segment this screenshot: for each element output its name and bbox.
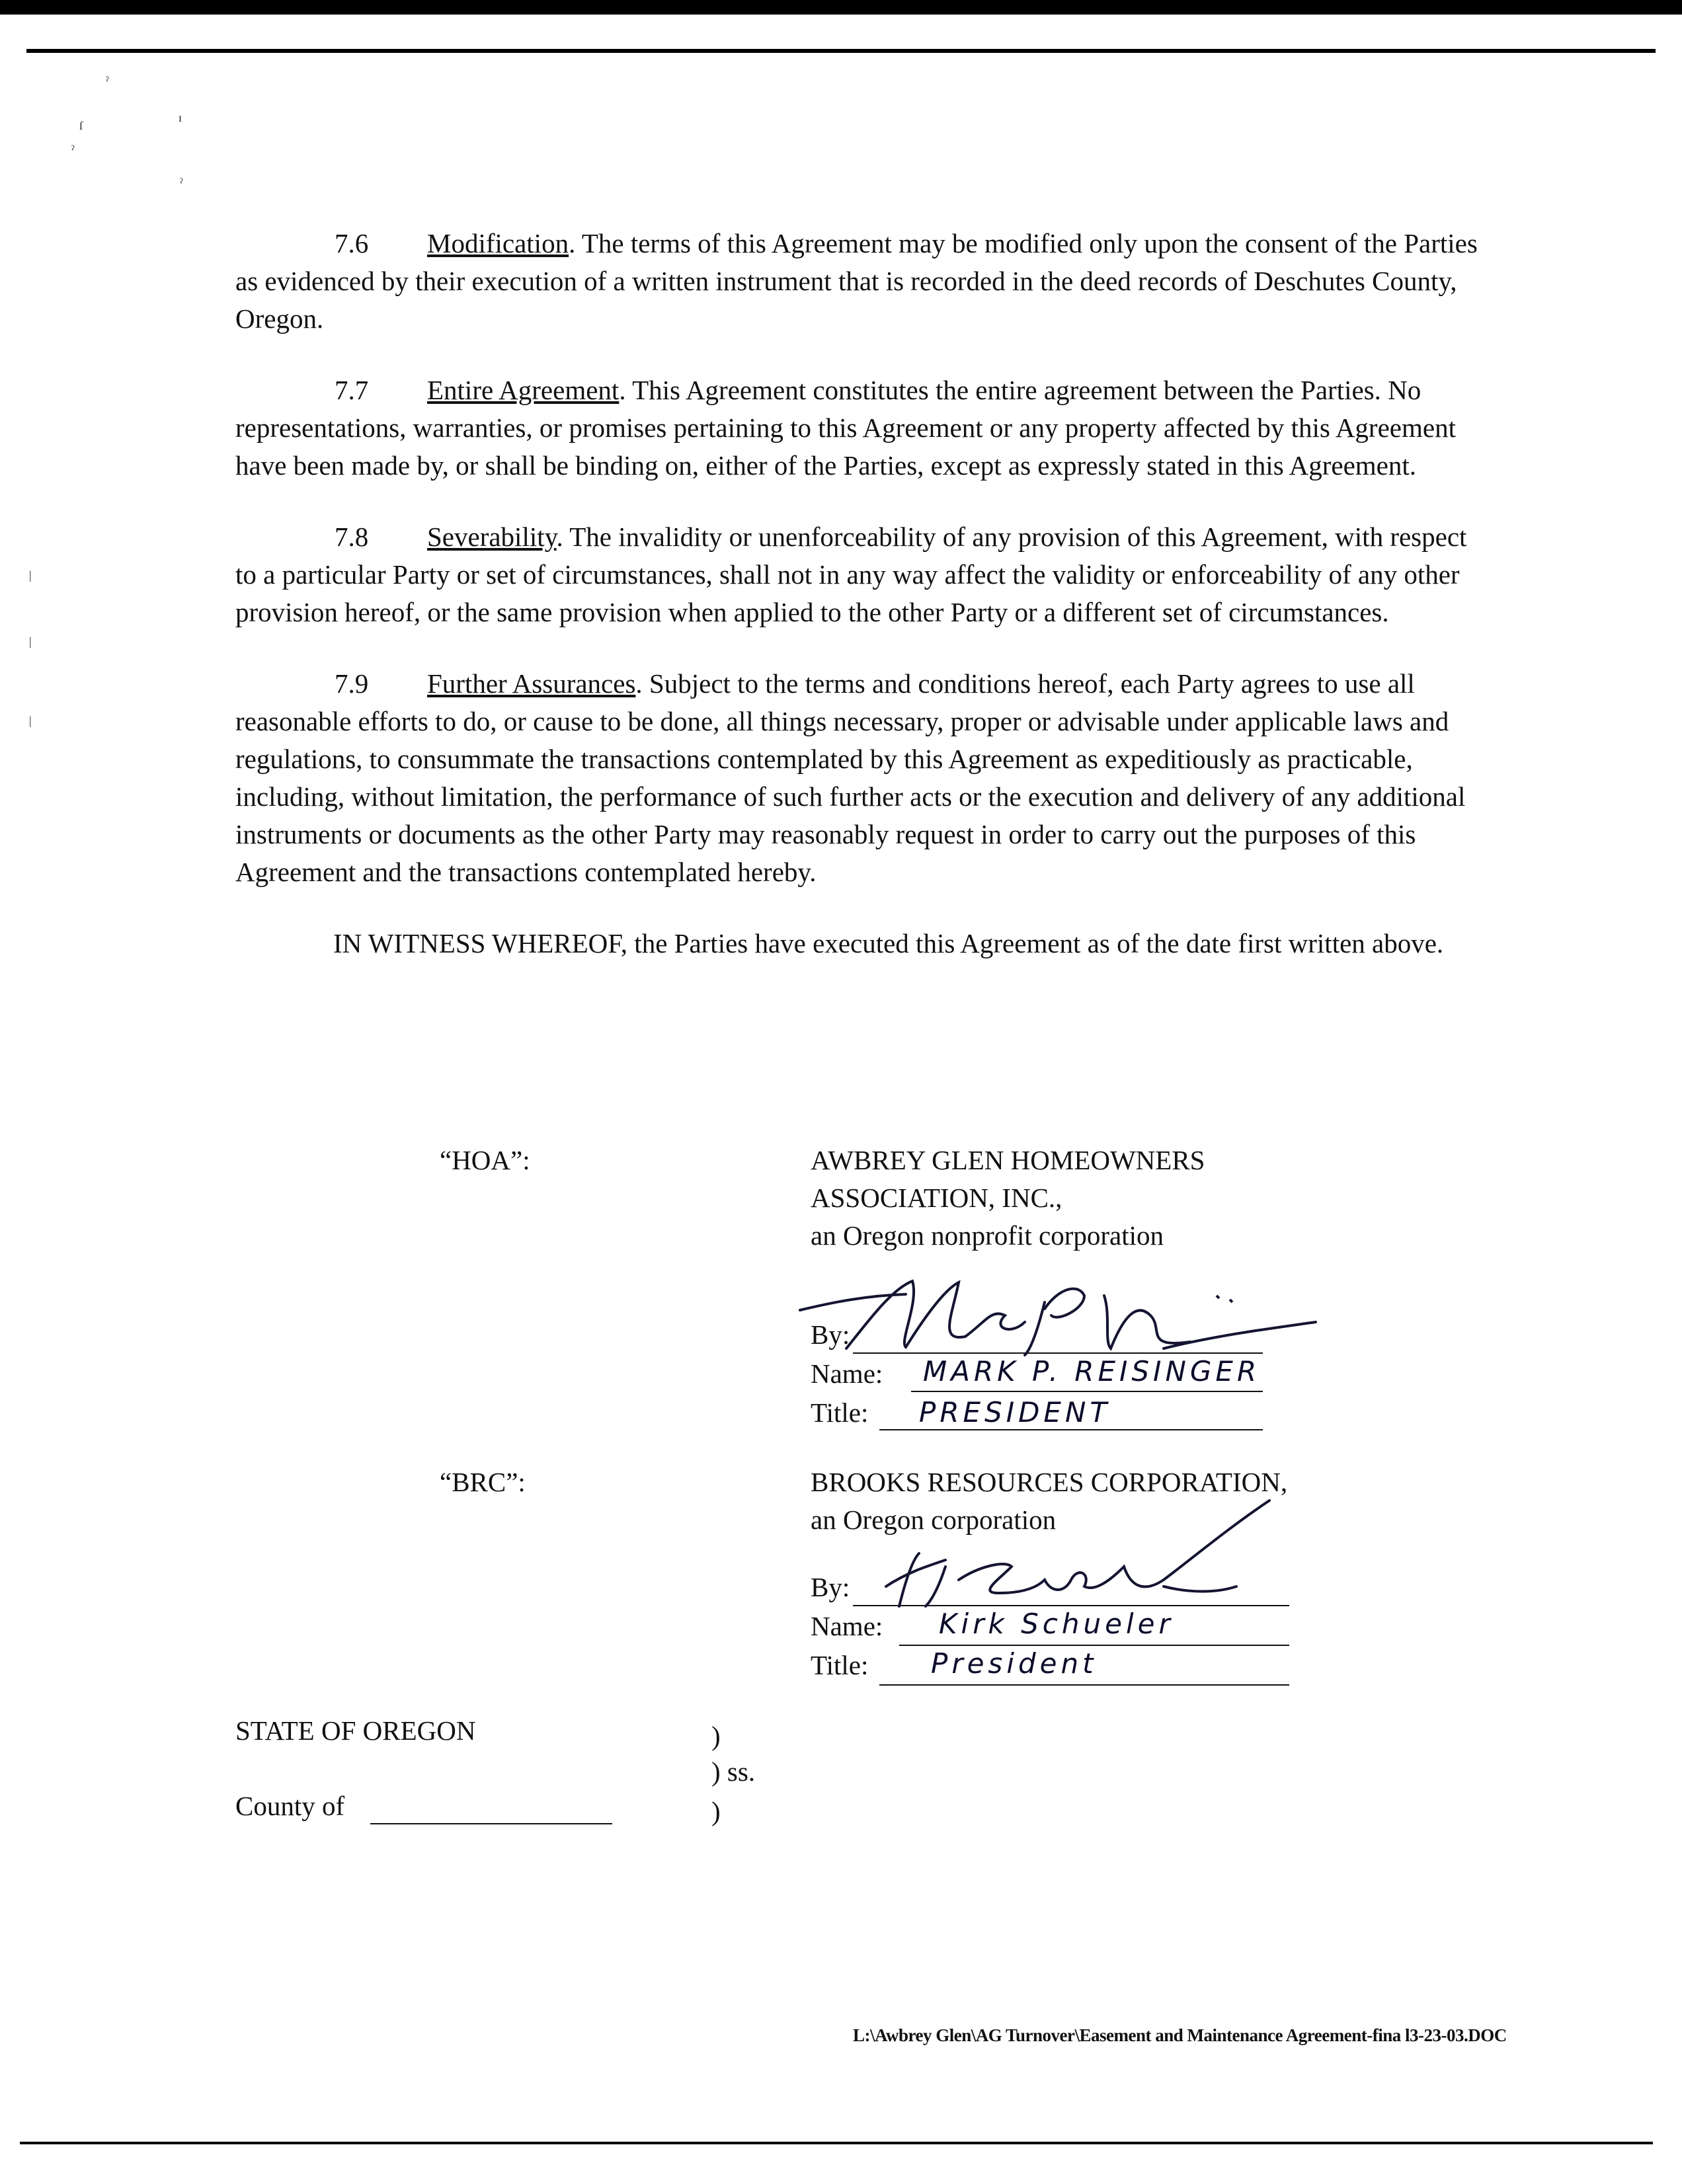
scan-top-border bbox=[0, 0, 1682, 15]
hoa-entity-line2: ASSOCIATION, INC., bbox=[811, 1183, 1062, 1213]
scan-speck: | bbox=[29, 568, 32, 582]
hoa-signature bbox=[793, 1276, 1322, 1362]
brc-title-line bbox=[879, 1684, 1289, 1686]
notary-county-label: County of bbox=[235, 1791, 345, 1821]
hoa-by-label: By: bbox=[811, 1319, 850, 1350]
brc-title-label: Title: bbox=[811, 1650, 869, 1680]
section-number: 7.8 bbox=[335, 522, 369, 552]
notary-paren-1: ) bbox=[711, 1721, 721, 1751]
hoa-name-line bbox=[911, 1391, 1263, 1392]
section-7-7 bbox=[235, 371, 1485, 485]
brc-name-label: Name: bbox=[811, 1611, 883, 1641]
section-number: 7.6 bbox=[335, 228, 369, 258]
brc-name-line bbox=[899, 1645, 1289, 1646]
section-7-6 bbox=[235, 225, 1485, 338]
notary-paren-ss: ) ss. bbox=[711, 1756, 756, 1787]
section-number: 7.9 bbox=[335, 668, 369, 699]
brc-entity-line1: BROOKS RESOURCES CORPORATION, bbox=[811, 1467, 1288, 1497]
hoa-entity-line3: an Oregon nonprofit corporation bbox=[811, 1220, 1164, 1251]
section-7-8 bbox=[235, 518, 1485, 631]
document-body bbox=[235, 225, 1485, 996]
brc-title-value: President bbox=[931, 1647, 1098, 1680]
section-text: . This Agreement constitutes the entire agreement between the Parties. No representations, warranties, or promises pertaining to this Agreement or any property affected by this Agreement have been made by, or shall be binding on, either of the Parties, except as expressly stated in this Agreement. bbox=[235, 375, 1456, 481]
hoa-name-label: Name: bbox=[811, 1358, 883, 1389]
scan-speck: ˀ bbox=[180, 176, 183, 189]
section-text: . The invalidity or unenforceability of any provision of this Agreement, with respect to a particular Party or set of circumstances, shall not in any way affect the validity or enforceability of any other provision hereof, or the same provision when applied to the other Party or a different set of circumstances. bbox=[235, 522, 1467, 627]
hoa-title-label: Title: bbox=[811, 1397, 869, 1428]
scan-speck: ſ bbox=[79, 119, 83, 132]
section-heading: Modification bbox=[427, 228, 569, 258]
top-rule bbox=[26, 49, 1656, 53]
hoa-title-value: PRESIDENT bbox=[919, 1396, 1111, 1428]
notary-paren-3: ) bbox=[711, 1796, 721, 1826]
section-text: . Subject to the terms and conditions hereof, each Party agrees to use all reasonable efforts to do, or cause to be done, all things necessary, proper or advisable under applicable laws and regulations, to consummate the transactions contemplated by this Agreement as expeditiously as practicable, including, without limitation, the performance of such further acts or the execution and delivery of any additional instruments or documents as the other Party may reasonably request in order to carry out the purposes of this Agreement and the transactions contemplated hereby. bbox=[235, 668, 1466, 887]
witness-clause: IN WITNESS WHEREOF, the Parties have executed this Agreement as of the date first written above. bbox=[333, 928, 1444, 958]
section-heading: Entire Agreement bbox=[427, 375, 620, 405]
scan-speck: ɪ bbox=[179, 111, 182, 124]
brc-by-label: By: bbox=[811, 1572, 850, 1602]
scan-speck: ˀ bbox=[71, 143, 75, 156]
scan-speck: | bbox=[29, 635, 32, 648]
section-7-9 bbox=[235, 665, 1485, 891]
section-heading: Further Assurances bbox=[427, 668, 636, 699]
notary-county-line bbox=[370, 1823, 612, 1824]
hoa-entity bbox=[811, 1142, 1205, 1255]
notary-state: STATE OF OREGON bbox=[235, 1715, 476, 1746]
hoa-entity-line1: AWBREY GLEN HOMEOWNERS bbox=[811, 1145, 1205, 1175]
hoa-label: “HOA”: bbox=[440, 1145, 530, 1175]
scan-speck: | bbox=[29, 714, 32, 727]
file-path-footer: L:\Awbrey Glen\AG Turnover\Easement and Maintenance Agreement-fina l3-23-03.DOC bbox=[853, 2025, 1507, 2045]
hoa-title-line bbox=[879, 1429, 1263, 1430]
bottom-rule bbox=[20, 2142, 1653, 2144]
section-number: 7.7 bbox=[335, 375, 369, 405]
brc-label: “BRC”: bbox=[440, 1467, 526, 1497]
brc-entity-line2: an Oregon corporation bbox=[811, 1504, 1057, 1535]
brc-signature bbox=[846, 1494, 1276, 1613]
hoa-name-value: MARK P. REISINGER bbox=[923, 1355, 1261, 1387]
scan-speck: ˀ bbox=[106, 74, 109, 87]
brc-name-value: Kirk Schueler bbox=[939, 1608, 1174, 1640]
section-text: . The terms of this Agreement may be modified only upon the consent of the Parties as evidenced by their execution of a written instrument that is recorded in the deed records of Deschutes County, Oregon. bbox=[235, 228, 1478, 334]
section-heading: Severability bbox=[427, 522, 557, 552]
